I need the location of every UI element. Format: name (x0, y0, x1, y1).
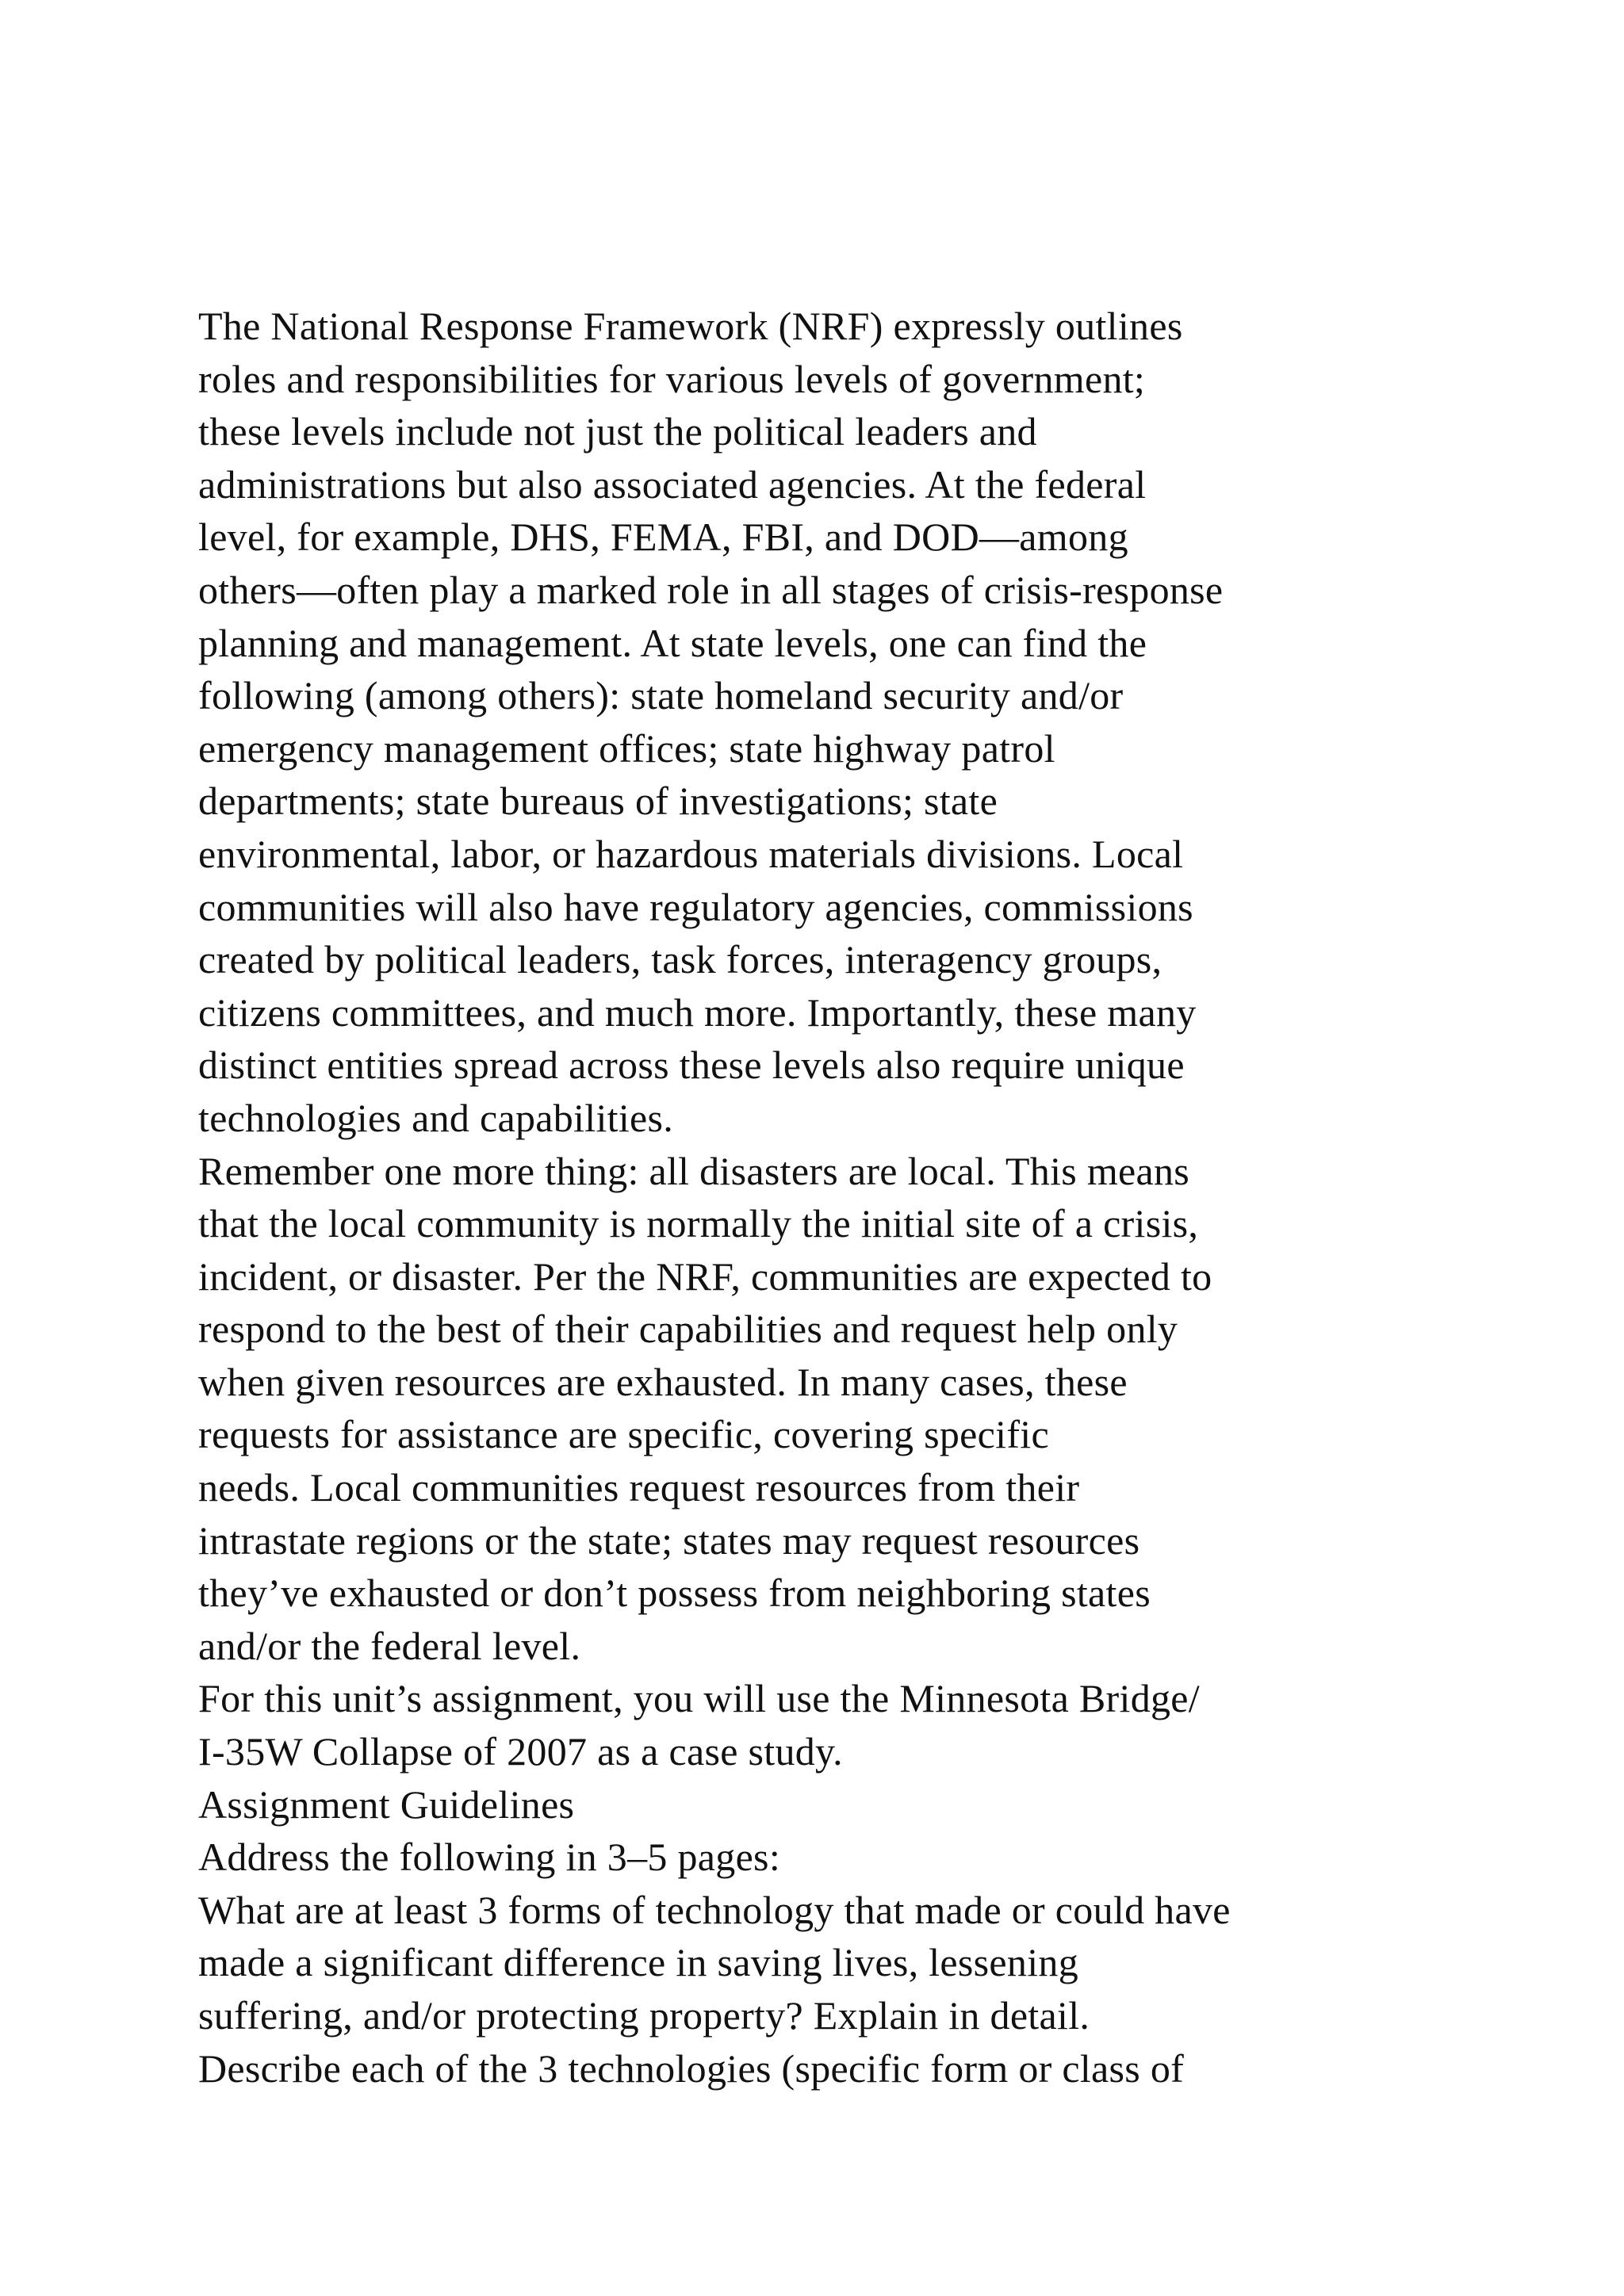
text-line: planning and management. At state levels, one can find the (198, 620, 1147, 665)
text-line: made a significant difference in saving lives, lessening (198, 1940, 1078, 1985)
text-line: level, for example, DHS, FEMA, FBI, and DOD—among (198, 515, 1128, 560)
text-line: technologies and capabilities. (198, 1095, 674, 1140)
text-line: they’ve exhausted or don’t possess from neighboring states (198, 1571, 1151, 1616)
body-text (198, 300, 1562, 2095)
text-line: that the local community is normally the initial site of a crisis, (198, 1201, 1199, 1246)
text-line: The National Response Framework (NRF) expressly outlines (198, 304, 1183, 348)
text-line: intrastate regions or the state; states may request resources (198, 1517, 1140, 1563)
text-line: Describe each of the 3 technologies (specific form or class of (198, 2045, 1185, 2091)
section-heading: Assignment Guidelines (198, 1781, 575, 1827)
text-line: respond to the best of their capabilities and request help only (198, 1307, 1178, 1352)
text-line: roles and responsibilities for various levels of government; (198, 356, 1146, 401)
text-line: environmental, labor, or hazardous materials divisions. Local (198, 831, 1184, 876)
text-line: distinct entities spread across these levels also require unique (198, 1043, 1185, 1088)
text-line: communities will also have regulatory agencies, commissions (198, 884, 1193, 929)
text-line: What are at least 3 forms of technology that made or could have (198, 1887, 1231, 1932)
text-line: and/or the federal level. (198, 1623, 581, 1668)
text-line: when given resources are exhausted. In many cases, these (198, 1359, 1128, 1404)
text-line: administrations but also associated agencies. At the federal (198, 461, 1147, 507)
text-line: others—often play a marked role in all stages of crisis-response (198, 567, 1224, 612)
text-line: I-35W Collapse of 2007 as a case study. (198, 1729, 843, 1774)
text-line: departments; state bureaus of investigations; state (198, 779, 998, 824)
text-line: citizens committees, and much more. Importantly, these many (198, 989, 1197, 1035)
text-line: suffering, and/or protecting property? Explain in detail. (198, 1993, 1090, 2038)
text-line: requests for assistance are specific, covering specific (198, 1412, 1049, 1457)
text-line: Remember one more thing: all disasters are local. This means (198, 1148, 1190, 1193)
text-line: needs. Local communities request resources from their (198, 1465, 1080, 1510)
text-line: following (among others): state homeland security and/or (198, 673, 1124, 718)
text-line: created by political leaders, task forces, interagency groups, (198, 937, 1162, 982)
text-line: Address the following in 3–5 pages: (198, 1835, 781, 1880)
text-line: emergency management offices; state highway patrol (198, 725, 1055, 771)
text-line: incident, or disaster. Per the NRF, communities are expected to (198, 1253, 1212, 1299)
text-line: For this unit’s assignment, you will use the Minnesota Bridge/ (198, 1676, 1200, 1721)
text-line: these levels include not just the political leaders and (198, 409, 1037, 454)
